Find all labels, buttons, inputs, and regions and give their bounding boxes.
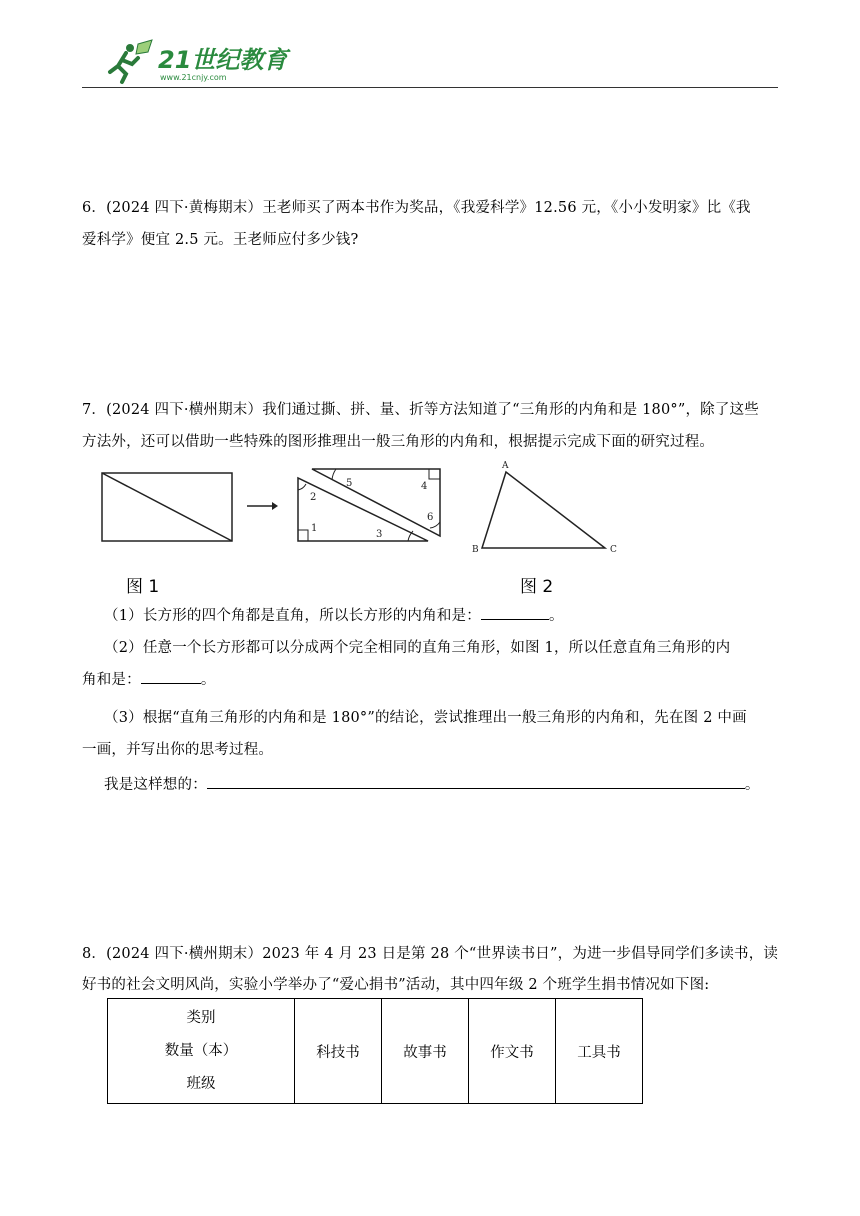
answer-blank-1[interactable] [481,605,549,620]
q7-sub2-line-1: （2）任意一个长方形都可以分成两个完全相同的直角三角形，如图 1，所以任意直角三角形的内 [104,640,731,656]
q7-sub2-text: 角和是： [82,672,141,688]
table-header-cell: 作文书 [469,999,556,1104]
q7-sub1-end: 。 [548,608,564,624]
q7-figure [100,458,620,597]
angle-label-1: 1 [311,523,318,534]
think-end: 。 [744,777,760,793]
table-corner-cell [108,999,295,1104]
q7-sub1-text: （1）长方形的四个角都是直角，所以长方形的内角和是： [104,608,481,624]
q8-line-1: 8．(2024 四下·横州期末）2023 年 4 月 23 日是第 28 个“世界读书日”，为进一步倡导同学们多读书，读 [82,946,779,962]
q7-sub1 [104,604,564,625]
fig1-label: 图 1 [126,577,160,597]
q7-geometry-diagram [100,458,620,568]
answer-blank-2[interactable] [141,669,201,684]
corner-category: 类别 [186,1009,216,1026]
fig1-split-triangles [298,469,440,541]
site-logo [104,38,288,86]
vertex-label-a: A [502,461,509,471]
angle-label-2: 2 [310,492,317,503]
table-row [108,999,643,1104]
header-rule [82,87,778,88]
fig2-label: 图 2 [520,577,554,597]
q6-line-1: 6．(2024 四下·黄梅期末）王老师买了两本书作为奖品，《我爱科学》12.56 元，《小小发明家》比《我 [82,200,751,216]
vertex-label-b: B [472,545,479,555]
q7-sub3-line-2: 一画，并写出你的思考过程。 [82,742,274,758]
fig1-rectangle [102,473,232,541]
table-header-cell: 故事书 [382,999,469,1104]
answer-blank-3[interactable] [207,774,745,789]
angle-label-5: 5 [346,478,353,489]
table-header-cell: 工具书 [556,999,643,1104]
think-label: 我是这样想的： [104,777,207,793]
q7-sub2-end: 。 [200,672,216,688]
q6-line-2: 爱科学》便宜 2.5 元。王老师应付多少钱? [82,232,359,248]
vertex-label-c: C [610,545,617,555]
corner-quantity: 数量（本） [164,1042,238,1059]
page-header [82,30,778,88]
q7-line-2: 方法外，还可以借助一些特殊的图形推理出一般三角形的内角和，根据提示完成下面的研究过程。 [82,434,715,450]
angle-label-4: 4 [421,481,428,492]
angle-label-3: 3 [376,529,383,540]
table-header-cell: 科技书 [295,999,382,1104]
angle-label-6: 6 [427,512,434,523]
runner-icon [110,40,152,82]
q7-line-1: 7．(2024 四下·横州期末）我们通过撕、拼、量、折等方法知道了“三角形的内角和是 180°”，除了这些 [82,402,759,418]
arrow-icon [247,502,278,510]
donation-table [107,998,643,1104]
logo-text: 21世纪教育 [158,46,288,74]
corner-class: 班级 [186,1075,216,1092]
q7-sub2-line-2 [82,668,216,689]
fig2-triangle [482,472,605,548]
q8-line-2: 好书的社会文明风尚，实验小学举办了“爱心捐书”活动，其中四年级 2 个班学生捐书情况如下图: [82,977,710,993]
logo-url: www.21cnjy.com [160,73,227,82]
q7-think [104,773,760,794]
q7-sub3-line-1: （3）根据“直角三角形的内角和是 180°”的结论，尝试推理出一般三角形的内角和，先在图 2 中画 [104,710,747,726]
